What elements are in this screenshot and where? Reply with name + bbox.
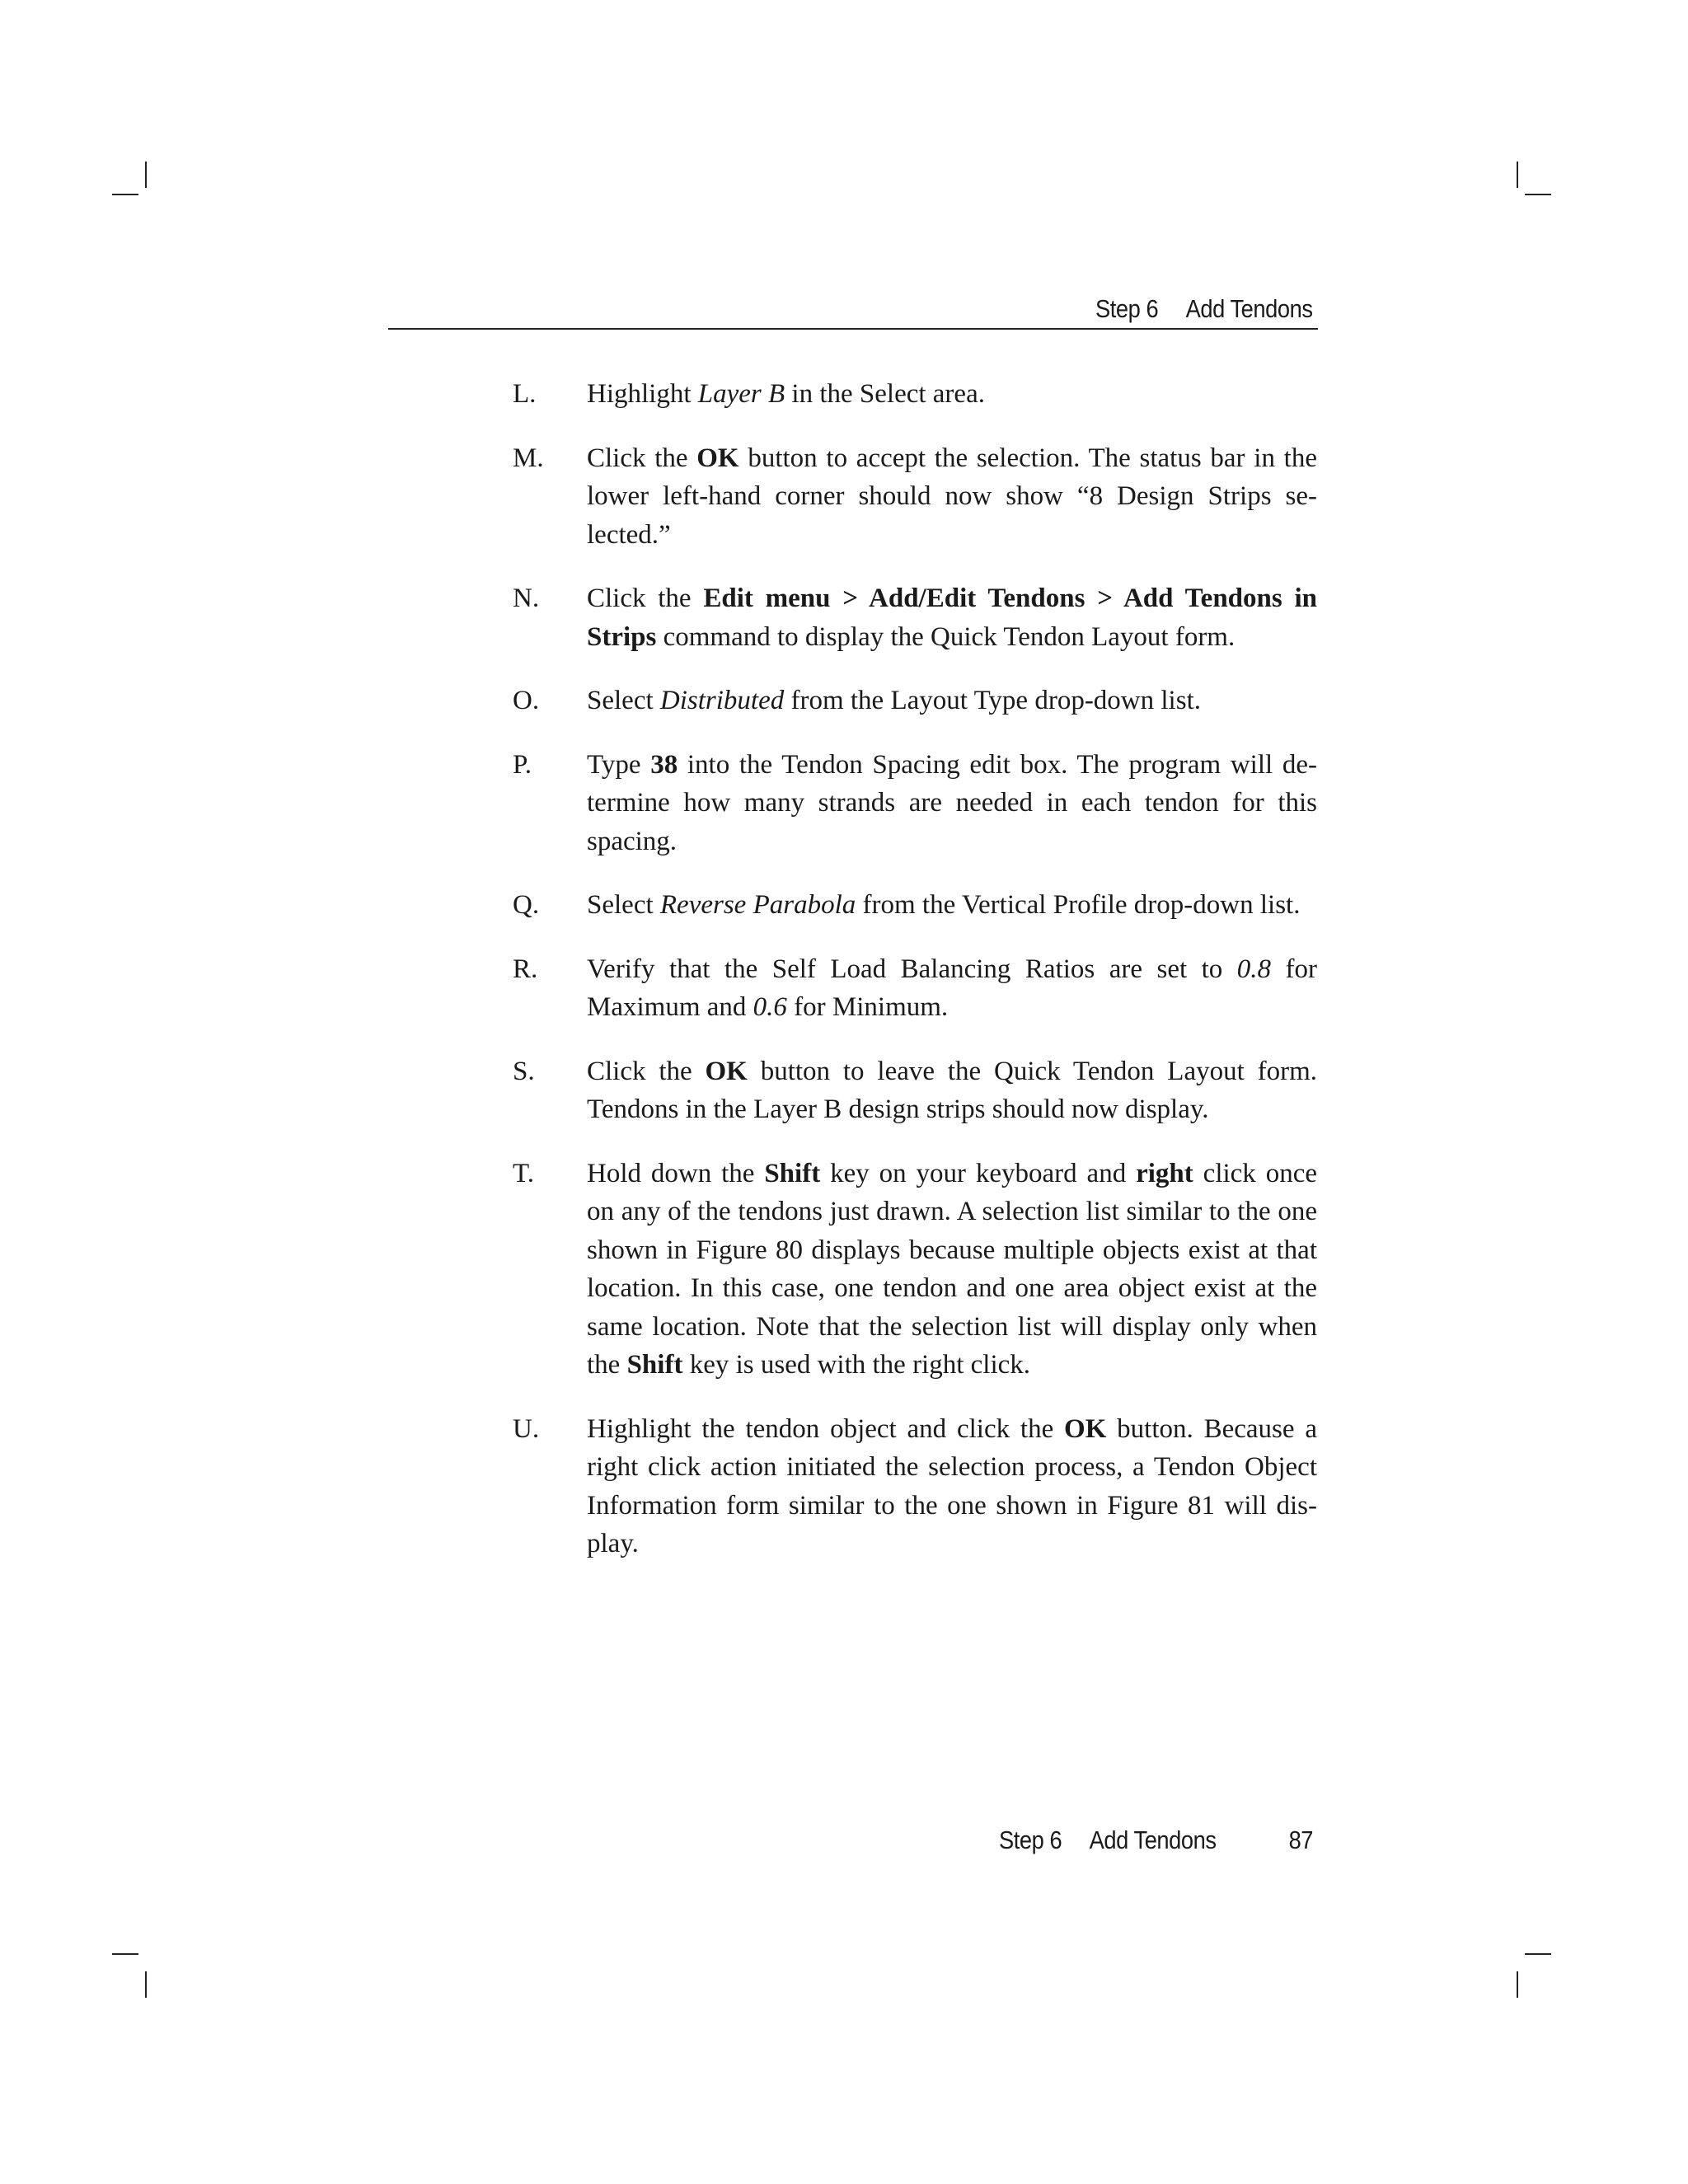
bold-term: Shift [626, 1350, 683, 1380]
step-text [587, 1410, 1317, 1563]
text-run: button to accept the selection. The status bar in the lower left-hand corner should now show “8 Design Strips se-lected.” [587, 443, 1317, 550]
step-text [587, 1155, 1317, 1385]
text-run: Click the [587, 443, 697, 473]
step-item [513, 886, 1317, 925]
crop-mark-bottom-right-h [1525, 1953, 1551, 1955]
step-text [587, 682, 1317, 720]
text-run: Click the [587, 583, 704, 613]
italic-term: Layer B [697, 379, 785, 409]
text-run: key is used with the right click. [682, 1350, 1031, 1380]
text-run: for Minimum. [786, 992, 949, 1022]
text-run: button. Because a right click action initiated the selection process, a Tendon Object Information form similar to the one shown in Figure 81 will dis-play. [587, 1413, 1317, 1558]
running-head-title: Add Tendons [1186, 294, 1313, 323]
crop-mark-bottom-left-h [112, 1953, 138, 1955]
text-run: Hold down the [587, 1158, 765, 1188]
page-number: 87 [1288, 1825, 1313, 1854]
bold-term: 38 [650, 749, 678, 780]
step-letter: P. [513, 749, 532, 780]
step-letter: R. [513, 954, 538, 984]
text-run: Select [587, 890, 660, 920]
step-letter: O. [513, 686, 540, 715]
step-letter: M. [513, 443, 544, 473]
bold-term: OK [705, 1056, 748, 1086]
step-item [513, 950, 1317, 1027]
text-run: in the Select area. [785, 379, 985, 409]
crop-mark-bottom-left-v [145, 1971, 147, 1998]
step-letter: Q. [513, 890, 540, 920]
step-item [513, 1410, 1317, 1563]
text-run: command to display the Quick Tendon Layout form. [656, 621, 1236, 652]
bold-term: OK [1064, 1413, 1107, 1444]
text-run: Verify that the Self Load Balancing Ratios are set to [587, 954, 1237, 984]
crop-mark-top-right-v [1517, 162, 1518, 188]
step-item [513, 682, 1317, 720]
bold-term: Edit menu > Add/Edit Tendons > Add Tendons in Strips [587, 583, 1318, 652]
italic-term: 0.6 [753, 992, 787, 1022]
bold-term: Shift [764, 1158, 821, 1188]
step-letter: S. [513, 1056, 535, 1086]
crop-mark-top-left-h [112, 194, 138, 195]
italic-term: 0.8 [1236, 954, 1272, 984]
step-letter: U. [513, 1413, 540, 1444]
running-head [1095, 294, 1313, 324]
step-item [513, 439, 1317, 555]
text-run: from the Vertical Profile drop-down list. [856, 890, 1301, 920]
step-text [587, 1052, 1317, 1129]
footer-title: Add Tendons [1089, 1825, 1217, 1854]
text-run: Type [587, 749, 651, 780]
step-text [587, 746, 1317, 861]
text-run: Select [587, 686, 660, 715]
step-text [587, 886, 1317, 925]
crop-mark-top-left-v [145, 162, 147, 188]
step-item [513, 579, 1317, 656]
text-run: for Maximum and [587, 954, 1317, 1022]
text-run: Highlight the tendon object and click the [587, 1413, 1065, 1444]
step-letter: L. [513, 379, 537, 409]
text-run: key on your keyboard and [820, 1158, 1137, 1188]
header-rule [388, 328, 1318, 330]
step-item [513, 1155, 1317, 1385]
step-list [513, 375, 1317, 1589]
running-head-step: Step 6 [1095, 294, 1159, 323]
text-run: from the Layout Type drop-down list. [784, 686, 1201, 715]
step-letter: T. [513, 1158, 534, 1188]
bold-term: right [1136, 1158, 1193, 1188]
text-run: Highlight [587, 379, 698, 409]
page-footer [956, 1825, 1313, 1855]
step-item [513, 746, 1317, 861]
text-run: click once on any of the tendons just drawn. A selection list similar to the one shown in Figure 80 displays because multiple objects exist at that location. In this case, one tendon and one area object exist at the same location. Note that the selection list will display only when the [587, 1158, 1317, 1380]
text-run: button to leave the Quick Tendon Layout form. Tendons in the Layer B design strips should now display. [587, 1056, 1317, 1124]
step-letter: N. [513, 583, 540, 613]
bold-term: OK [696, 443, 739, 473]
italic-term: Distributed [659, 686, 785, 715]
step-text [587, 950, 1317, 1027]
step-text [587, 439, 1317, 555]
step-item [513, 1052, 1317, 1129]
footer-step: Step 6 [998, 1825, 1062, 1854]
text-run: into the Tendon Spacing edit box. The program will de-termine how many strands are needed in each tendon for this spacing. [587, 749, 1317, 856]
italic-term: Reverse Parabola [659, 890, 856, 920]
crop-mark-bottom-right-v [1517, 1971, 1518, 1998]
text-run: Click the [587, 1056, 706, 1086]
crop-mark-top-right-h [1525, 194, 1551, 195]
step-text [587, 579, 1317, 656]
step-item [513, 375, 1317, 414]
step-text [587, 375, 1317, 414]
